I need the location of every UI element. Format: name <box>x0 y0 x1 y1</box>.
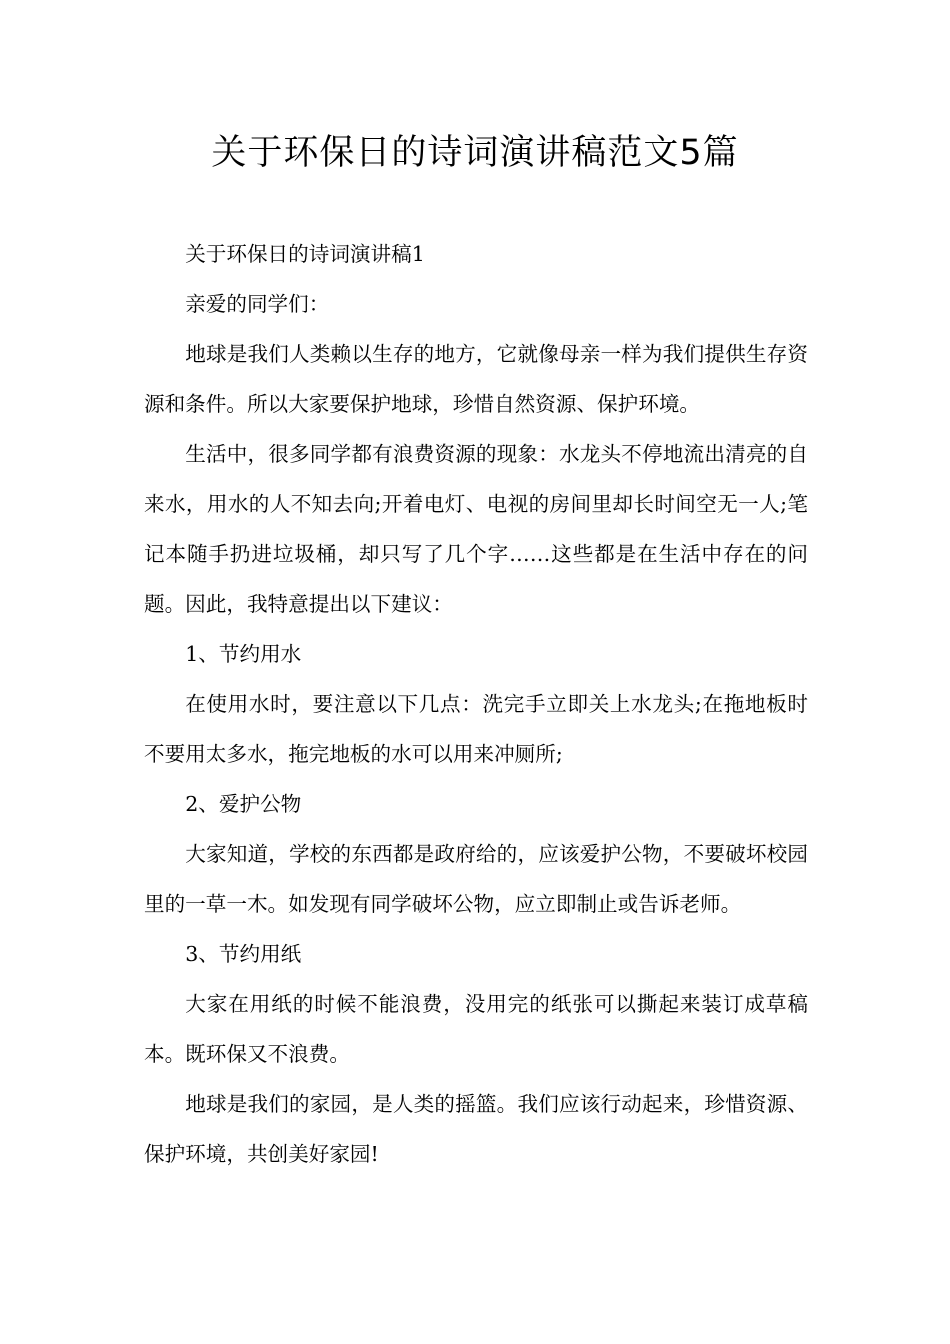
section-heading-save-water: 1、节约用水 <box>185 642 302 666</box>
body-paragraph: 生活中，很多同学都有浪费资源的现象：水龙头不停地流出清亮的自来水，用水的人不知去向;开着电灯、电视的房间里却长时间空无一人;笔记本随手扔进垃圾桶，却只写了几个字……这些都是在生活中存在的问题。因此，我特意提出以下建议： <box>144 442 808 616</box>
document-body <box>144 229 808 1179</box>
body-paragraph: 在使用水时，要注意以下几点：洗完手立即关上水龙头;在拖地板时不要用太多水，拖完地板的水可以用来冲厕所; <box>144 692 808 766</box>
document-title: 关于环保日的诗词演讲稿范文5篇 <box>211 133 739 173</box>
body-paragraph: 大家知道，学校的东西都是政府给的，应该爱护公物，不要破坏校园里的一草一木。如发现有同学破坏公物，应立即制止或告诉老师。 <box>144 842 808 916</box>
closing-paragraph: 地球是我们的家园，是人类的摇篮。我们应该行动起来，珍惜资源、保护环境，共创美好家园! <box>144 1092 808 1166</box>
speech-heading: 关于环保日的诗词演讲稿1 <box>185 242 425 266</box>
body-paragraph: 大家在用纸的时候不能浪费，没用完的纸张可以撕起来装订成草稿本。既环保又不浪费。 <box>144 992 808 1066</box>
section-heading-protect-property: 2、爱护公物 <box>185 792 302 816</box>
salutation: 亲爱的同学们： <box>185 292 330 316</box>
body-paragraph: 地球是我们人类赖以生存的地方，它就像母亲一样为我们提供生存资源和条件。所以大家要保护地球，珍惜自然资源、保护环境。 <box>144 342 808 416</box>
section-heading-save-paper: 3、节约用纸 <box>185 942 302 966</box>
